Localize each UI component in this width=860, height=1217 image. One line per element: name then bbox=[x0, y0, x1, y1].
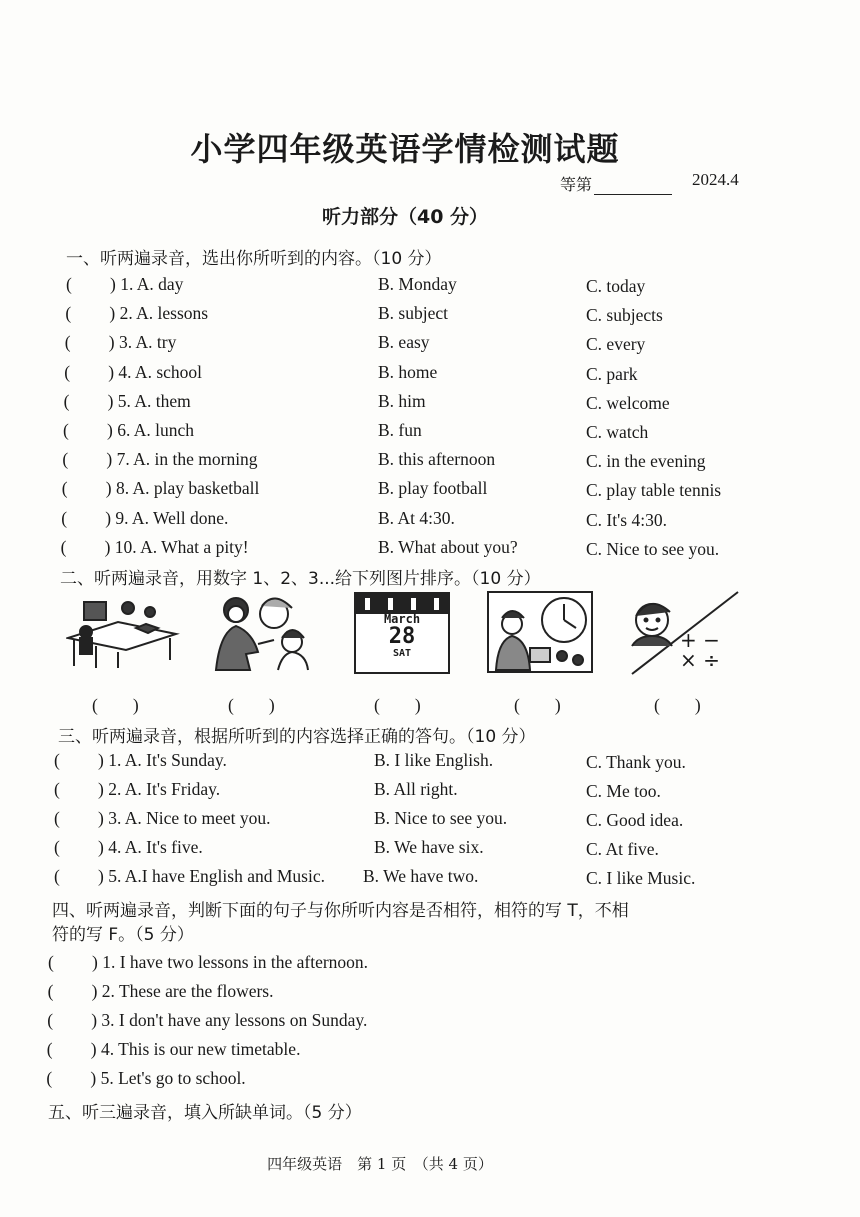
answer-paren[interactable]: ( bbox=[62, 449, 69, 470]
answer-paren[interactable]: ( bbox=[47, 981, 54, 1001]
section4-heading-line1: 四、听两遍录音，判断下面的句子与你所听内容是否相符，相符的写 T，不相 bbox=[52, 901, 629, 921]
option-c: C. play table tennis bbox=[586, 480, 722, 501]
question-stem: ) 5. A. them bbox=[107, 390, 191, 411]
option-b: B. home bbox=[378, 361, 438, 382]
question-stem: ) 10. A. What a pity! bbox=[104, 536, 249, 557]
answer-paren[interactable]: ( bbox=[46, 1068, 53, 1088]
option-c: C. every bbox=[586, 334, 646, 355]
option-b: B. We have six. bbox=[374, 837, 484, 857]
section4-heading-line2: 符的写 F。（5 分） bbox=[52, 925, 194, 945]
option-b: B. At 4:30. bbox=[378, 507, 455, 528]
answer-paren[interactable]: ( bbox=[61, 507, 68, 528]
option-b: B. this afternoon bbox=[378, 449, 496, 470]
answer-paren[interactable]: ( bbox=[48, 952, 54, 972]
answer-paren[interactable]: ( bbox=[54, 779, 60, 799]
answer-paren[interactable]: ( bbox=[61, 478, 68, 499]
option-c: C. Good idea. bbox=[586, 810, 684, 830]
section3-heading: 三、听两遍录音，根据所听到的内容选择正确的答句。（10 分） bbox=[58, 727, 536, 747]
question-stem: ) 2. A. lessons bbox=[109, 303, 209, 324]
option-b: B. All right. bbox=[374, 779, 458, 799]
option-b: B. We have two. bbox=[363, 866, 479, 886]
option-c: C. I like Music. bbox=[586, 868, 696, 888]
option-b: B. subject bbox=[378, 303, 448, 324]
answer-paren[interactable]: ( bbox=[47, 1010, 54, 1030]
option-b: B. fun bbox=[378, 420, 422, 440]
option-c: C. Nice to see you. bbox=[586, 538, 720, 559]
option-c: C. Thank you. bbox=[586, 752, 686, 772]
answer-paren[interactable]: ( bbox=[66, 274, 72, 294]
ordering-blank[interactable]: ( ) bbox=[228, 695, 275, 715]
statement: ) 3. I don't have any lessons on Sunday. bbox=[91, 1010, 368, 1030]
question-stem: ) 9. A. Well done. bbox=[105, 507, 229, 528]
ordering-blank[interactable]: ( ) bbox=[654, 695, 701, 715]
option-c: C. It's 4:30. bbox=[586, 509, 667, 530]
question-stem: ) 6. A. lunch bbox=[107, 420, 195, 440]
section1-heading: 一、听两遍录音，选出你所听到的内容。（10 分） bbox=[66, 249, 442, 269]
section5-heading: 五、听三遍录音，填入所缺单词。（5 分） bbox=[48, 1103, 362, 1123]
grade-field bbox=[560, 172, 672, 195]
question-stem: ) 2. A. It's Friday. bbox=[98, 779, 221, 799]
option-b: B. him bbox=[378, 390, 426, 411]
option-b: B. Nice to see you. bbox=[374, 808, 508, 828]
answer-paren[interactable]: ( bbox=[54, 750, 60, 770]
answer-paren[interactable]: ( bbox=[65, 303, 72, 324]
section2-heading: 二、听两遍录音，用数字 1、2、3...给下列图片排序。（10 分） bbox=[60, 569, 541, 589]
exam-date: 2024.4 bbox=[692, 170, 739, 189]
people-greeting-picture bbox=[202, 592, 318, 672]
calendar-rings bbox=[356, 594, 448, 614]
grade-blank[interactable] bbox=[594, 180, 672, 195]
option-b: B. easy bbox=[378, 332, 430, 353]
option-c: C. today bbox=[586, 276, 646, 296]
option-c: C. park bbox=[586, 363, 638, 384]
question-stem: ) 1. A. day bbox=[110, 274, 184, 294]
question-stem: ) 8. A. play basketball bbox=[105, 478, 260, 499]
question-stem: ) 5. A.I have English and Music. bbox=[98, 866, 325, 886]
answer-paren[interactable]: ( bbox=[63, 390, 70, 411]
clock-picture bbox=[486, 590, 594, 674]
option-b: B. play football bbox=[378, 478, 488, 499]
statement: ) 5. Let's go to school. bbox=[90, 1068, 246, 1088]
calendar-weekday: SAT bbox=[392, 648, 412, 659]
answer-paren[interactable]: ( bbox=[46, 1039, 53, 1059]
calendar-picture bbox=[354, 592, 450, 674]
option-c: C. subjects bbox=[586, 305, 663, 326]
calendar-month: March bbox=[383, 612, 421, 626]
ordering-blank[interactable]: ( ) bbox=[92, 695, 139, 715]
question-stem: ) 3. A. Nice to meet you. bbox=[98, 808, 271, 828]
answer-paren[interactable]: ( bbox=[64, 332, 71, 353]
answer-paren[interactable]: ( bbox=[54, 866, 60, 886]
option-c: C. watch bbox=[586, 422, 649, 442]
question-stem: ) 3. A. try bbox=[108, 332, 177, 353]
option-b: B. Monday bbox=[378, 274, 457, 294]
page-title: 小学四年级英语学情检测试题 bbox=[190, 130, 620, 168]
option-c: C. At five. bbox=[586, 839, 659, 859]
question-stem: ) 4. A. school bbox=[108, 361, 203, 382]
classroom-picture bbox=[66, 598, 184, 670]
question-stem: ) 4. A. It's five. bbox=[98, 837, 203, 857]
answer-paren[interactable]: ( bbox=[54, 837, 60, 857]
grade-label: 等第 bbox=[560, 175, 593, 194]
option-c: C. welcome bbox=[586, 392, 670, 413]
calendar-day: 28 bbox=[388, 624, 416, 649]
listening-title: 听力部分（40 分） bbox=[321, 206, 489, 228]
answer-paren[interactable]: ( bbox=[54, 808, 60, 828]
statement: ) 1. I have two lessons in the afternoon. bbox=[92, 952, 369, 972]
answer-paren[interactable]: ( bbox=[63, 420, 69, 440]
math-symbols: + − × ÷ bbox=[680, 628, 720, 672]
statement: ) 4. This is our new timetable. bbox=[90, 1039, 301, 1059]
ordering-blank[interactable]: ( ) bbox=[514, 695, 561, 715]
question-stem: ) 1. A. It's Sunday. bbox=[98, 750, 227, 770]
ordering-blank[interactable]: ( ) bbox=[374, 695, 421, 715]
answer-paren[interactable]: ( bbox=[64, 361, 71, 382]
statement: ) 2. These are the flowers. bbox=[91, 981, 274, 1001]
option-b: B. What about you? bbox=[378, 536, 518, 557]
option-b: B. I like English. bbox=[374, 750, 494, 770]
page-footer: 四年级英语 第 1 页 （共 4 页） bbox=[267, 1155, 493, 1173]
option-c: C. Me too. bbox=[586, 781, 661, 801]
question-stem: ) 7. A. in the morning bbox=[106, 449, 258, 470]
answer-paren[interactable]: ( bbox=[60, 536, 67, 557]
option-c: C. in the evening bbox=[586, 451, 706, 472]
